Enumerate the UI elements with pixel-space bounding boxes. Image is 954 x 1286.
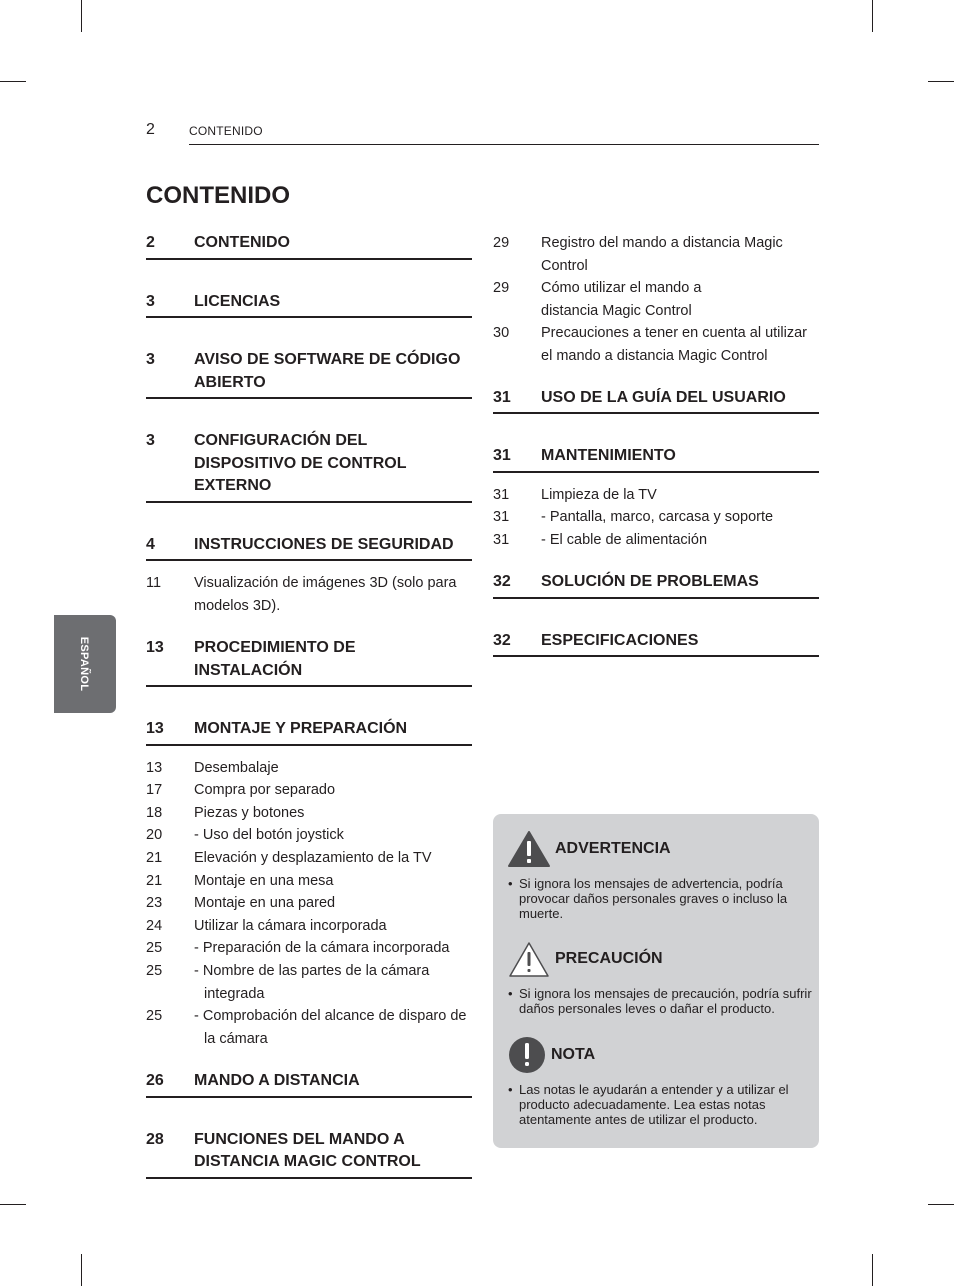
crop-mark (872, 1254, 873, 1286)
toc-title: CONTENIDO (194, 234, 290, 251)
toc-section (146, 637, 472, 687)
warning-triangle-filled-icon (507, 830, 551, 868)
toc-sub-page: 23 (146, 895, 163, 912)
toc-sub-title: Precauciones a tener en cuenta al utilizar el mando a distancia Magic Control (541, 325, 807, 364)
toc-subsection-list (146, 757, 472, 1051)
toc-title: FUNCIONES DEL MANDO A DISTANCIA MAGIC CONTROL (194, 1130, 421, 1171)
toc-title: CONFIGURACIÓN DEL DISPOSITIVO DE CONTROL EXTERNO (194, 432, 407, 494)
toc-section (146, 291, 472, 319)
bullet: • (508, 1082, 513, 1097)
crop-mark (872, 0, 873, 32)
toc-page: 3 (146, 432, 155, 449)
toc-page: 13 (146, 639, 164, 657)
warning-label: ADVERTENCIA (555, 840, 671, 857)
toc-sub-title: - Nombre de las partes de la cámara integrada (194, 963, 430, 1002)
language-tab (54, 615, 116, 713)
toc-title: USO DE LA GUÍA DEL USUARIO (541, 388, 786, 406)
crop-mark (81, 1254, 82, 1286)
caution-label: PRECAUCIÓN (555, 950, 663, 967)
toc-title: MONTAJE Y PREPARACIÓN (194, 720, 408, 738)
toc-sub-page: 31 (493, 531, 510, 548)
toc-section (146, 534, 472, 562)
toc-title: LICENCIAS (194, 292, 281, 310)
toc-title: AVISO DE SOFTWARE DE CÓDIGO ABIERTO (194, 351, 461, 391)
toc-sub-title: - Uso del botón joystick (194, 827, 344, 844)
toc-title: MANDO A DISTANCIA (194, 1072, 360, 1090)
crop-mark (928, 81, 954, 82)
toc-sub-page: 29 (493, 280, 510, 297)
warning-text: Si ignora los mensajes de advertencia, podría provocar daños personales graves o incluso la muerte. (519, 876, 788, 921)
crop-mark (0, 1204, 26, 1205)
toc-sub-title: Montaje en una mesa (194, 872, 334, 889)
toc-section (146, 430, 472, 503)
toc-page: 31 (493, 447, 511, 465)
toc-title: PROCEDIMIENTO DE INSTALACIÓN (194, 639, 356, 679)
toc-sub-title: Montaje en una pared (194, 895, 336, 912)
toc-page: 32 (493, 573, 511, 591)
crop-mark (81, 0, 82, 32)
language-tab-label: ESPAÑOL (78, 636, 90, 692)
toc-sub-title: - El cable de alimentación (541, 531, 708, 548)
toc-page: 32 (493, 631, 511, 649)
toc-title: SOLUCIÓN DE PROBLEMAS (541, 573, 759, 591)
toc-sub-title: Limpieza de la TV (541, 486, 657, 503)
toc-sub-page: 18 (146, 804, 163, 821)
crop-mark (928, 1204, 954, 1205)
toc-title: MANTENIMIENTO (541, 447, 676, 465)
toc-sub-page: 11 (146, 575, 162, 591)
toc-section (146, 1129, 472, 1179)
note-note (507, 1036, 813, 1127)
toc-sub-page: 21 (146, 850, 163, 867)
toc-subsection-list (493, 232, 819, 368)
page-number: 2 (146, 121, 155, 138)
toc-sub-page: 31 (493, 486, 510, 503)
toc-subsection-list (146, 572, 472, 617)
toc-page: 2 (146, 234, 155, 251)
toc-title: ESPECIFICACIONES (541, 631, 699, 649)
toc-sub-title: - Pantalla, marco, carcasa y soporte (541, 509, 774, 526)
warning-note (507, 830, 813, 921)
page-title: CONTENIDO (146, 182, 290, 209)
toc-sub-page: 31 (493, 509, 510, 526)
toc-sub-title: Piezas y botones (194, 804, 305, 821)
caution-note (507, 940, 813, 1016)
bullet: • (508, 876, 513, 891)
toc-page: 3 (146, 351, 155, 368)
toc-sub-title: Desembalaje (194, 759, 279, 776)
toc-sub-page: 25 (146, 940, 163, 957)
caution-triangle-outline-icon (507, 940, 551, 978)
toc-sub-title: - Comprobación del alcance de disparo de la cámara (194, 1008, 467, 1047)
toc-sub-page: 29 (493, 235, 510, 251)
notes-box (493, 814, 819, 1148)
toc-section (146, 232, 472, 260)
toc-section (146, 349, 472, 399)
toc-sub-title: Compra por separado (194, 782, 336, 799)
toc-right-column (493, 232, 819, 688)
toc-section (146, 1070, 472, 1098)
toc-section (493, 387, 819, 415)
toc-left-column (146, 232, 472, 1210)
toc-sub-page: 24 (146, 917, 163, 934)
toc-sub-page: 25 (146, 963, 163, 980)
toc-section (146, 718, 472, 746)
running-title: CONTENIDO (189, 124, 263, 138)
toc-page: 31 (493, 388, 511, 406)
toc-page: 26 (146, 1072, 164, 1090)
caution-text: Si ignora los mensajes de precaución, podría sufrir daños personales leves o dañar el producto. (519, 986, 812, 1016)
toc-sub-title: Visualización de imágenes 3D (solo para modelos 3D). (194, 575, 457, 614)
toc-sub-title: Cómo utilizar el mando a distancia Magic Control (541, 280, 702, 319)
toc-section (493, 630, 819, 658)
toc-sub-page: 21 (146, 872, 163, 889)
toc-sub-title: Registro del mando a distancia Magic Control (541, 235, 783, 274)
toc-sub-title: - Preparación de la cámara incorporada (194, 940, 450, 957)
toc-page: 28 (146, 1130, 164, 1148)
toc-section (493, 445, 819, 473)
note-label: NOTA (551, 1046, 596, 1063)
bullet: • (508, 986, 513, 1001)
crop-mark (0, 81, 26, 82)
toc-sub-page: 13 (146, 759, 163, 776)
toc-sub-title: Elevación y desplazamiento de la TV (194, 850, 432, 867)
toc-page: 13 (146, 720, 164, 738)
toc-page: 3 (146, 292, 155, 310)
toc-title: INSTRUCCIONES DE SEGURIDAD (194, 535, 454, 553)
toc-sub-title: Utilizar la cámara incorporada (194, 917, 387, 934)
header-rule (189, 144, 819, 145)
toc-section (493, 571, 819, 599)
toc-subsection-list (493, 484, 819, 552)
toc-sub-page: 30 (493, 325, 510, 342)
toc-page: 4 (146, 535, 155, 553)
exclamation-circle-icon (507, 1036, 547, 1074)
toc-sub-page: 20 (146, 827, 163, 844)
toc-sub-page: 17 (146, 782, 163, 799)
toc-sub-page: 25 (146, 1008, 163, 1025)
note-text: Las notas le ayudarán a entender y a utilizar el producto adecuadamente. Lea estas notas atentamente antes de utilizar el producto. (519, 1082, 789, 1127)
